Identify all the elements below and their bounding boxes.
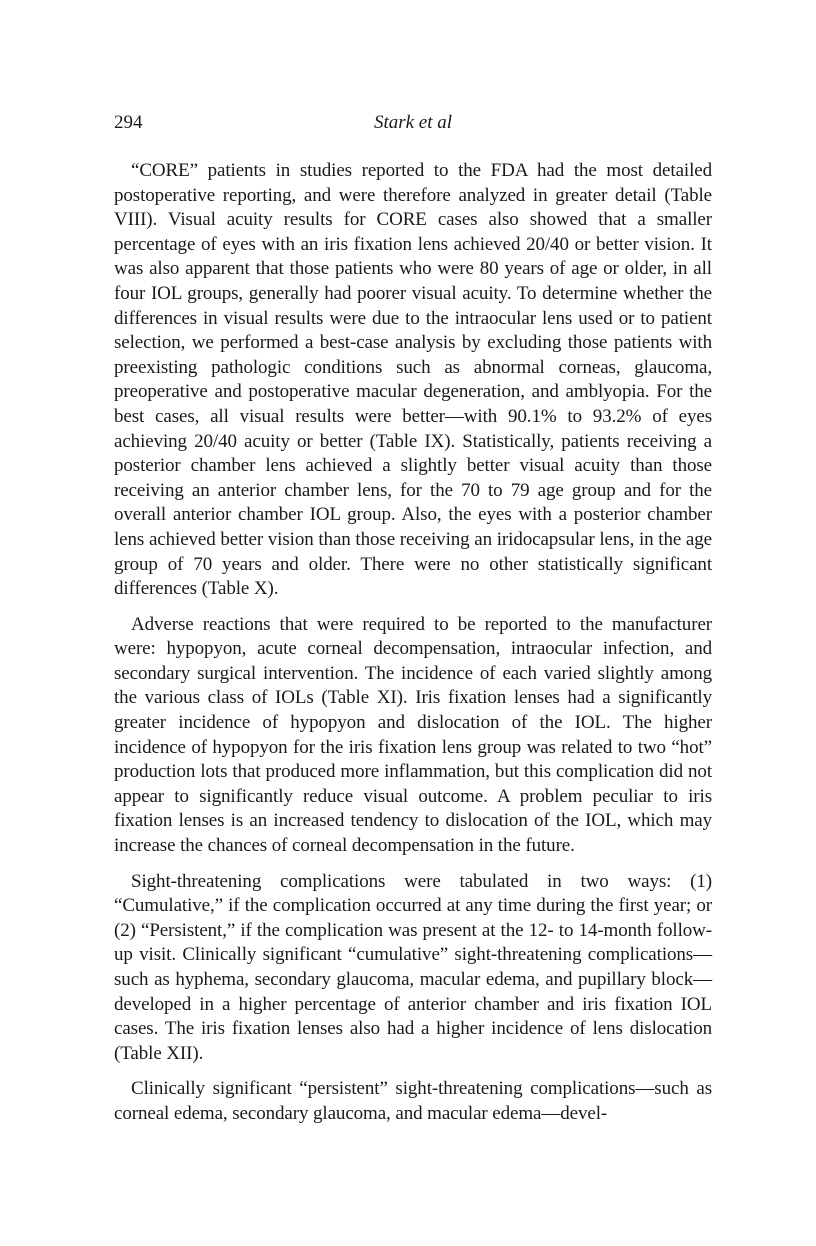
paragraph-sight-threatening-complications: Sight-threatening complications were tabulated in two ways: (1) “Cumulative,” if the complication occurred at any time during the first year; or (2) “Persistent,” if the complication was present at the 12- to 14-month follow-up visit. Clinically significant “cumulative” sight-threatening complications—such as hyphema, secondary glaucoma, macular edema, and pupillary block—developed in a higher percentage of anterior chamber and iris fixation IOL cases. The iris fixation lenses also had a higher incidence of lens dislocation (Table XII). xyxy=(114,870,712,1064)
running-head xyxy=(114,108,712,138)
article-body xyxy=(114,159,712,1127)
paragraph-core-patients: “CORE” patients in studies reported to the FDA had the most detailed postoperative reporting, and were therefore analyzed in greater detail (Table VIII). Visual acuity results for CORE cases also showed that a smaller percentage of eyes with an iris fixation lens achieved 20/40 or better vision. It was also apparent that those patients who were 80 years of age or older, in all four IOL groups, generally had poorer visual acuity. To determine whether the differences in visual results were due to the intraocular lens used or to patient selection, we performed a best-case analysis by excluding those patients with preexisting pathologic conditions such as abnormal corneas, glaucoma, preoperative and postoperative macular degeneration, and amblyopia. For the best cases, all visual results were better—with 90.1% to 93.2% of eyes achieving 20/40 acuity or better (Table IX). Statistically, patients receiving a posterior chamber lens achieved a slightly better visual acuity than those receiving an anterior chamber lens, for the 70 to 79 age group and for the overall anterior chamber IOL group. Also, the eyes with a posterior chamber lens achieved better vision than those receiving an iridocapsular lens, in the age group of 70 years and older. There were no other statistically significant differences (Table X). xyxy=(114,160,712,600)
paragraph-adverse-reactions: Adverse reactions that were required to be reported to the manufacturer were: hypopyon, acute corneal decompensation, intraocular infection, and secondary surgical intervention. The incidence of each varied slightly among the various class of IOLs (Table XI). Iris fixation lenses had a significantly greater incidence of hypopyon and dislocation of the IOL. The higher incidence of hypopyon for the iris fixation lens group was related to two “hot” production lots that produced more inflammation, but this complication did not appear to significantly reduce visual outcome. A problem peculiar to iris fixation lenses is an increased tendency to dislocation of the IOL, which may increase the chances of corneal decompensation in the future. xyxy=(114,613,712,857)
running-title: Stark et al xyxy=(373,112,453,133)
page-number: 294 xyxy=(114,112,143,133)
paragraph-persistent-complications: Clinically significant “persistent” sight-threatening complications—such as corneal edema, secondary glaucoma, and macular edema—devel- xyxy=(114,1078,712,1124)
journal-page xyxy=(114,108,712,1138)
